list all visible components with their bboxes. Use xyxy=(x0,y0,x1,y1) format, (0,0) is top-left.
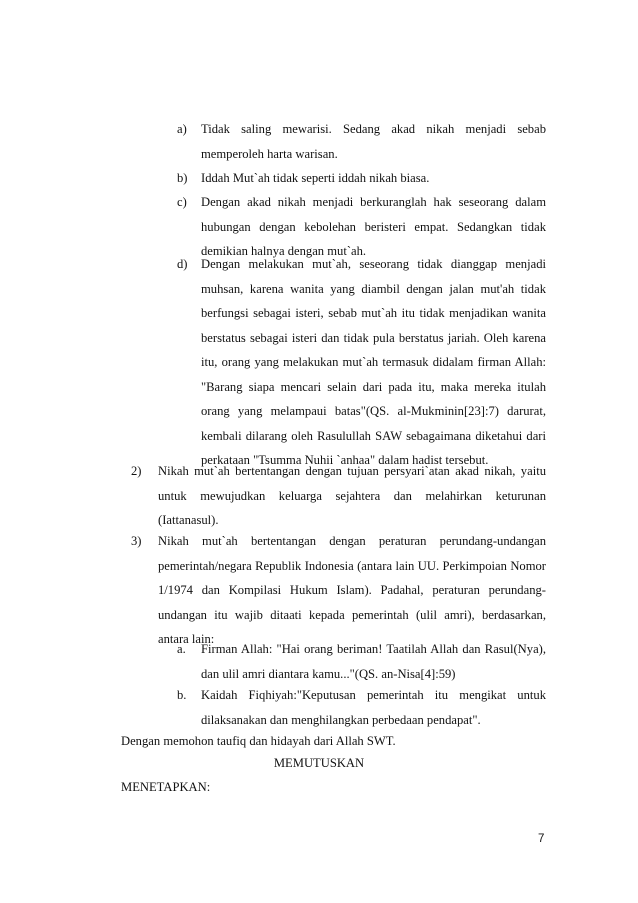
sub-item-c-text: Dengan akad nikah menjadi berkuranglah hak seseorang dalam hubungan dengan kebolehan beristeri empat. Sedangkan tidak demikian halnya dengan mut`ah. xyxy=(201,195,546,258)
basis-item-a-label: a. xyxy=(177,642,186,656)
decision-heading: MEMUTUSKAN xyxy=(273,756,365,770)
sub-item-b-label: b) xyxy=(177,171,188,185)
basis-item-b-label: b. xyxy=(177,688,187,702)
basis-item-a-text: Firman Allah: "Hai orang beriman! Taatilah Allah dan Rasul(Nya), dan ulil amri diantara kamu..."(QS. an-Nisa[4]:59) xyxy=(201,642,546,681)
basis-item-b-text: Kaidah Fiqhiyah:"Keputusan pemerintah itu mengikat untuk dilaksanakan dan menghilangkan perbedaan pendapat". xyxy=(201,688,546,727)
establish-heading: MENETAPKAN: xyxy=(121,780,211,794)
sub-item-a-label: a) xyxy=(177,122,187,136)
numbered-item-3-label: 3) xyxy=(131,534,142,548)
sub-item-d-label: d) xyxy=(177,257,188,271)
closing-line: Dengan memohon taufiq dan hidayah dari Allah SWT. xyxy=(121,734,396,748)
numbered-item-2-text: Nikah mut`ah bertentangan dengan tujuan persyari`atan akad nikah, yaitu untuk mewujudkan keluarga sejahtera dan melahirkan keturunan (Iattanasul). xyxy=(158,464,546,527)
sub-item-d-text: Dengan melakukan mut`ah, seseorang tidak dianggap menjadi muhsan, karena wanita yang diambil dengan jalan mut'ah tidak berfungsi sebagai isteri, sebab mut`ah itu tidak menjadikan wanita berstatus sebagai isteri dan tidak pula berstatus jariah. Oleh karena itu, orang yang melakukan mut`ah termasuk didalam firman Allah: "Barang siapa mencari selain dari pada itu, maka mereka itulah orang yang melampaui batas"(QS. al-Mukminin[23]:7) darurat, kembali dilarang oleh Rasulullah SAW sebagaimana diketahui dari perkataan "Tsumma Nuhii `anhaa" dalam hadist tersebut. xyxy=(201,257,546,467)
numbered-item-2-label: 2) xyxy=(131,464,142,478)
sub-item-b-text: Iddah Mut`ah tidak seperti iddah nikah biasa. xyxy=(201,171,430,185)
sub-item-a-text: Tidak saling mewarisi. Sedang akad nikah menjadi sebab memperoleh harta warisan. xyxy=(201,122,546,161)
sub-item-c-label: c) xyxy=(177,195,187,209)
page-number: 7 xyxy=(538,833,545,845)
numbered-item-3-text: Nikah mut`ah bertentangan dengan peraturan perundang-undangan pemerintah/negara Republik Indonesia (antara lain UU. Perkimpoian Nomor 1/1974 dan Kompilasi Hukum Islam). Padahal, peraturan perundang-undangan itu wajib ditaati kepada pemerintah (ulil amri), berdasarkan, antara lain: xyxy=(158,534,546,646)
